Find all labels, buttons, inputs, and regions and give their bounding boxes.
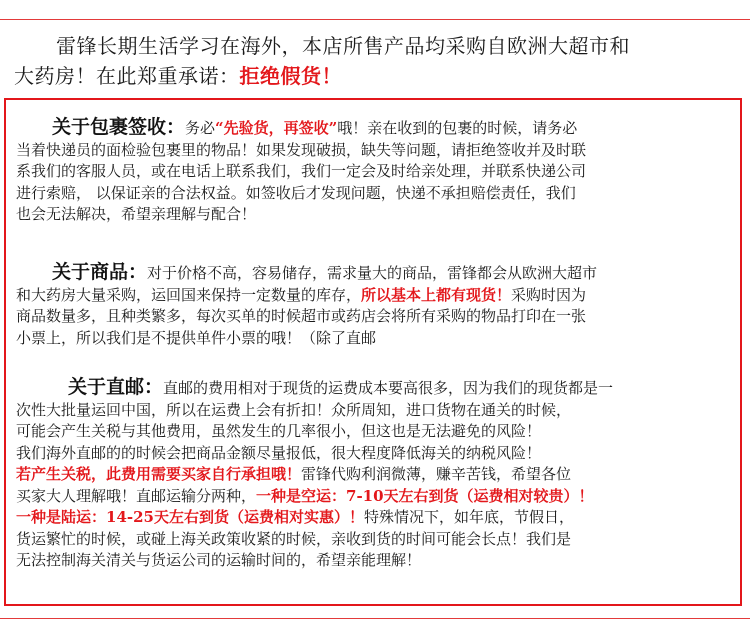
direct-text-9: 无法控制海关清关与货运公司的运输时间的，希望亲能理解！ bbox=[16, 551, 422, 569]
receipt-heading: 关于包裹签收： bbox=[52, 116, 186, 138]
no-fakes-promise: 拒绝假货！ bbox=[239, 64, 342, 88]
goods-heading: 关于商品： bbox=[52, 261, 148, 283]
goods-text-2b: 采购时因为 bbox=[511, 285, 587, 304]
direct-text-6a: 买家大人理解哦！直邮运输分两种， bbox=[16, 486, 257, 505]
intro-line-1: 雷锋长期生活学习在海外，本店所售产品均采购自欧洲大超市和 bbox=[56, 34, 630, 58]
direct-text-3: 可能会产生关税与其他费用，虽然发生的几率很小，但这也是无法避免的风险！ bbox=[16, 422, 542, 440]
in-stock-note: 所以基本上都有现货！ bbox=[361, 285, 512, 304]
goods-text-3: 商品数量多，且种类繁多，每次买单的时候超市或药店会将所有采购的物品打印在一张 bbox=[16, 307, 587, 325]
receipt-text-3: 系我们的客服人员，或在电话上联系我们，我们一定会及时给亲处理，并联系快递公司 bbox=[16, 162, 587, 180]
goods-text-2a: 和大药房大量采购，运回国来保持一定数量的库存， bbox=[16, 285, 362, 304]
goods-section bbox=[16, 262, 738, 349]
receipt-text-5: 也会无法解决，希望亲理解与配合！ bbox=[16, 205, 257, 223]
inspect-before-sign: “先验货，再签收” bbox=[215, 119, 338, 137]
intro-line-2 bbox=[14, 60, 342, 89]
notice-box bbox=[4, 98, 742, 606]
receipt-text-4: 进行索赔， 以保证亲的合法权益。如签收后才发现问题，快递不承担赔偿责任，我们 bbox=[16, 183, 576, 202]
top-divider bbox=[0, 19, 750, 20]
intro-section bbox=[0, 0, 750, 98]
air-shipping-note: 一种是空运：7-10天左右到货（运费相对较贵）！ bbox=[256, 486, 594, 505]
direct-text-8: 货运繁忙的时候，或碰上海关政策收紧的时候，亲收到货的时间可能会长点！我们是 bbox=[16, 529, 572, 548]
direct-text-1: 直邮的费用相对于现货的运费成本要高很多，因为我们的现货都是一 bbox=[163, 379, 614, 397]
intro-line-2-prefix: 大药房！在此郑重承诺： bbox=[14, 64, 240, 88]
receipt-text-2: 当着快递员的面检验包裹里的物品！如果发现破损，缺失等问题，请拒绝签收并及时联 bbox=[16, 140, 587, 159]
direct-text-5b: 雷锋代购利润微薄，赚辛苦钱，希望各位 bbox=[301, 465, 572, 483]
receipt-section bbox=[16, 117, 738, 226]
direct-heading: 关于直邮： bbox=[68, 376, 164, 398]
receipt-text-1b: 哦！亲在收到的包裹的时候，请务必 bbox=[337, 119, 578, 137]
land-shipping-note: 一种是陆运：14-25天左右到货（运费相对实惠）！ bbox=[16, 508, 364, 526]
direct-mail-section bbox=[16, 377, 738, 572]
direct-text-4: 我们海外直邮的的时候会把商品金额尽量报低，很大程度降低海关的纳税风险！ bbox=[16, 443, 542, 462]
bottom-divider bbox=[0, 618, 750, 619]
goods-text-4: 小票上，所以我们是不提供单件小票的哦！（除了直邮 bbox=[16, 328, 377, 347]
goods-text-1: 对于价格不高，容易储存，需求量大的商品，雷锋都会从欧洲大超市 bbox=[147, 264, 598, 282]
receipt-text-1a: 务必 bbox=[185, 119, 216, 137]
direct-text-7b: 特殊情况下，如年底，节假日， bbox=[363, 508, 574, 526]
direct-text-2: 次性大批量运回中国，所以在运费上会有折扣！众所周知，进口货物在通关的时候， bbox=[16, 400, 572, 419]
tariff-note: 若产生关税，此费用需要买家自行承担哦！ bbox=[16, 465, 302, 483]
